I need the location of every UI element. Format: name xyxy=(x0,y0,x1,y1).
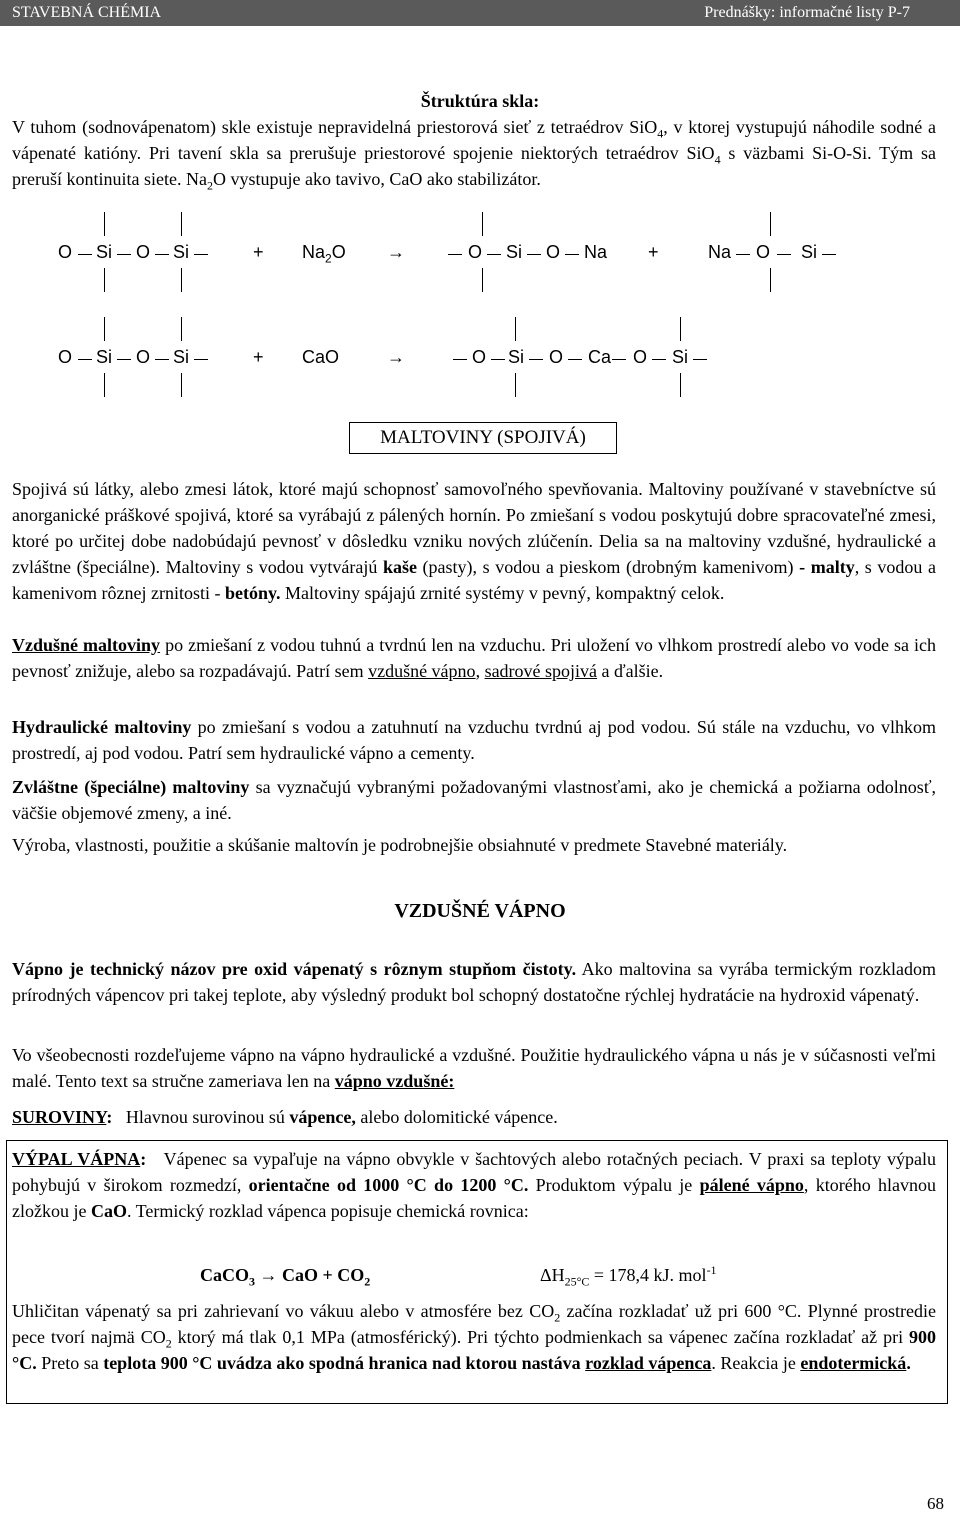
section-title: VZDUŠNÉ VÁPNO xyxy=(394,900,566,922)
bond xyxy=(78,254,92,255)
bond xyxy=(448,254,462,255)
reaction-arrow: → xyxy=(387,242,405,262)
bond xyxy=(181,212,182,236)
bond xyxy=(515,373,516,397)
atom: O xyxy=(472,347,487,367)
plus-sign: + xyxy=(648,242,659,262)
atom: O xyxy=(546,242,561,262)
atom: Si xyxy=(508,347,525,367)
page-number: 68 xyxy=(927,1494,944,1513)
bond xyxy=(155,254,169,255)
bond xyxy=(104,212,105,236)
bond xyxy=(482,268,483,292)
vapno-division: Vo všeobecnosti rozdeľujeme vápno na vápno hydraulické a vzdušné. Použitie hydraulického vápna u nás je v súčasnosti veľmi malé. Tento text sa stručne zameriava len na vápno vzdušné: xyxy=(12,1045,936,1091)
bond xyxy=(652,359,666,360)
page-header xyxy=(0,0,960,26)
struct-paragraph: V tuhom (sodnovápenatom) skle existuje nepravidelná priestorová sieť z tetraédrov SiO$_4$, v ktorej vystupujú náhodile sodné a vápenaté katióny. Pri tavení skla sa prerušuje priestorové spojenie niektorých tetraédrov SiO$_4$ s väzbami Si-O-Si. Tým sa preruší kontinuita siete. $Na_2O$ vystupuje ako tavivo, CaO ako stabilizátor. xyxy=(12,117,936,193)
bond xyxy=(181,317,182,341)
suroviny-line: SUROVINY: Hlavnou surovinou sú vápence, alebo dolomitické vápence. xyxy=(12,1107,558,1127)
bond xyxy=(104,373,105,397)
bond xyxy=(117,254,131,255)
atom: O xyxy=(468,242,483,262)
bond xyxy=(527,254,541,255)
zvlastne-maltoviny: Zvláštne (špeciálne) maltoviny sa vyznačujú vybranými požadovanými vlastnosťami, ako je chemická a požiarna odolnosť, väčšie objemové zmeny, a iné. xyxy=(12,777,937,823)
vzdusne-maltoviny: Vzdušné maltoviny po zmiešaní z vodou tuhnú a tvrdnú len na vzduchu. Pri uložení vo vlhkom prostredí alebo vo vode sa ich pevnosť znižuje, alebo sa rozpadávajú. Patrí sem vzdušné vápno, sadrové spojivá a ďalšie. xyxy=(12,635,936,681)
header-lecture: Prednášky: informačné listy P-7 xyxy=(704,4,910,21)
bond xyxy=(181,268,182,292)
reaction-cao xyxy=(0,347,960,371)
atom: O xyxy=(633,347,648,367)
struct-title: Štruktúra skla: xyxy=(420,91,540,111)
bond xyxy=(104,317,105,341)
bond xyxy=(529,359,543,360)
bond xyxy=(491,359,505,360)
reagent-cao: CaO xyxy=(302,347,340,367)
atom: Si xyxy=(173,242,190,262)
maltoviny-title: MALTOVINY (SPOJIVÁ) xyxy=(349,422,617,454)
bond xyxy=(515,317,516,341)
reaction-na2o xyxy=(0,242,960,266)
plus-sign: + xyxy=(253,242,264,262)
header-course: STAVEBNÁ CHÉMIA xyxy=(12,4,162,21)
bond xyxy=(736,254,750,255)
bond xyxy=(822,254,836,255)
bond xyxy=(194,359,208,360)
plus-sign: + xyxy=(253,347,264,367)
bond xyxy=(155,359,169,360)
bond xyxy=(181,373,182,397)
atom: Si xyxy=(173,347,190,367)
bond xyxy=(568,359,582,360)
bond xyxy=(770,212,771,236)
bond xyxy=(104,268,105,292)
decomposition-equation: CaCO$_3$ → CaO + $CO_2$ xyxy=(200,1265,371,1289)
bond xyxy=(680,373,681,397)
bond xyxy=(565,254,579,255)
bond xyxy=(770,268,771,292)
atom: O xyxy=(136,347,151,367)
reagent-na2o: $Na_2O$ xyxy=(302,242,346,266)
bond xyxy=(78,359,92,360)
hydraulicke-maltoviny: Hydraulické maltoviny po zmiešaní s vodou a zatuhnutí na vzduchu tvrdnú aj pod vodou. Sú stále na vzduchu, vo vlhkom prostredí, aj pod vodou. Patrí sem hydraulické vápno a cementy. xyxy=(12,717,936,763)
atom: O xyxy=(549,347,564,367)
bond xyxy=(487,254,501,255)
atom: Si xyxy=(96,242,113,262)
rozklad-paragraph: Uhličitan vápenatý sa pri zahrievaní vo vákuu alebo v atmosfére bez $CO_2$ začína rozkladať už pri 600 °C. Plynné prostredie pece tvorí najmä $CO_2$ ktorý má tlak 0,1 MPa (atmosférický). Pri týchto podmienkach sa vápenec začína rozkladať až pri 900 °C. Preto sa teplota 900 °C uvádza ako spodná hranica nad ktorou nastáva rozklad vápenca. Reakcia je endotermická. xyxy=(12,1301,936,1373)
atom: Si xyxy=(801,242,818,262)
maltoviny-intro: Spojivá sú látky, alebo zmesi látok, ktoré majú schopnosť samovoľného spevňovania. Maltoviny používané v stavebníctve sú anorganické práškové spojivá, ktoré sa vyrábajú z pálených hornín. Po zmiešaní s vodou poskytujú dobre spracovateľné zmesi, ktoré po určitej dobe nadobúdajú pevnosť v dôsledku vzniku nových zlúčenín. Delia sa na maltoviny vzdušné, hydraulické a zvláštne (špeciálne). Maltoviny s vodou vytvárajú kaše (pasty), s vodou a pieskom (drobným kamenivom) - malty, s vodou a kamenivom rôznej zrnitosti - betóny. Maltoviny spájajú zrnité systémy v pevný, kompaktný celok. xyxy=(12,479,936,603)
atom: O xyxy=(58,242,73,262)
atom: Na xyxy=(708,242,732,262)
bond xyxy=(453,359,467,360)
bond xyxy=(777,254,791,255)
atom: O xyxy=(58,347,73,367)
reaction-arrow: → xyxy=(387,347,405,367)
atom: Na xyxy=(584,242,608,262)
atom: Ca xyxy=(588,347,612,367)
atom: O xyxy=(756,242,771,262)
bond xyxy=(612,359,626,360)
bond xyxy=(680,317,681,341)
bond xyxy=(482,212,483,236)
atom: Si xyxy=(506,242,523,262)
vapno-definition: Vápno je technický názov pre oxid vápenatý s rôznym stupňom čistoty. Ako maltovina sa vyrába termickým rozkladom prírodných vápencov pri takej teplote, aby výsledný produkt bol schopný dostatočne rýchlej hydratácie na hydroxid vápenatý. xyxy=(12,959,936,1005)
bond xyxy=(693,359,707,360)
bond xyxy=(194,254,208,255)
atom: O xyxy=(136,242,151,262)
bond xyxy=(117,359,131,360)
atom: Si xyxy=(672,347,689,367)
vypal-paragraph: VÝPAL VÁPNA: Vápenec sa vypaľuje na vápno obvykle v šachtových alebo rotačných peciach. V praxi sa teploty výpalu pohybujú v širokom rozmedzí, orientačne od 1000 °C do 1200 °C. Produktom výpalu je pálené vápno, ktorého hlavnou zložkou je CaO. Termický rozklad vápenca popisuje chemická rovnica: xyxy=(12,1149,941,1221)
enthalpy: $\Delta H_{25^\circ C} = 178,4$ kJ. mol$^{-1}$ xyxy=(540,1263,717,1289)
maltoviny-note: Výroba, vlastnosti, použitie a skúšanie maltovín je podrobnejšie obsiahnuté v predmete Stavebné materiály. xyxy=(12,835,788,855)
atom: Si xyxy=(96,347,113,367)
